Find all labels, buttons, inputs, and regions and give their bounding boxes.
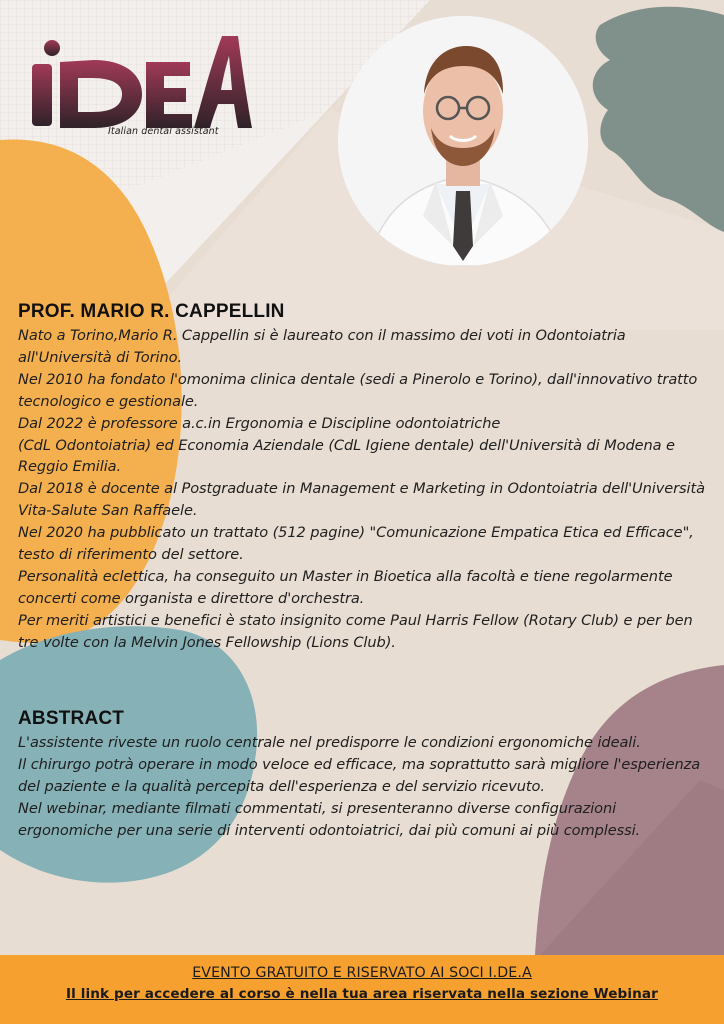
speaker-photo — [338, 16, 588, 266]
abstract-line: Il chirurgo potrà operare in modo veloce ed efficace, ma soprattutto sarà migliore l'esperienza del paziente e la qualità percepita dell'esperienza e del servizio ricevuto. — [18, 755, 701, 795]
bio-line: Per meriti artistici e benefici è stato insignito come Paul Harris Fellow (Rotary Club) e per ben tre volte con la Melvin Jones Fellowship (Lions Club). — [18, 611, 693, 651]
bio-line: Nato a Torino,Mario R. Cappellin si è laureato con il massimo dei voti in Odontoiatria all'Università di Torino. — [18, 327, 626, 366]
logo-i-dot — [44, 40, 60, 56]
abstract-line: L'assistente riveste un ruolo centrale nel predisporre le condizioni ergonomiche ideali. — [18, 734, 641, 751]
footer-event-line: EVENTO GRATUITO E RISERVATO AI SOCI I.DE.A — [192, 965, 532, 981]
bio-line: (CdL Odontoiatria) ed Economia Aziendale (CdL Igiene dentale) dell'Università di Modena e Reggio Emilia. — [18, 436, 675, 476]
logo-d — [60, 60, 142, 128]
footer-link-line[interactable]: Il link per accedere al corso è nella tua area riservata nella sezione Webinar — [66, 986, 658, 1002]
logo-a — [194, 36, 252, 128]
speaker-bio-section — [18, 301, 708, 654]
bio-line: Personalità eclettica, ha conseguito un Master in Bioetica alla facoltà e tiene regolarmente concerti come organista e direttore d'orchestra. — [18, 567, 673, 607]
footer-banner — [0, 955, 724, 1024]
logo-i-stem — [32, 64, 52, 126]
abstract-section — [18, 708, 708, 842]
speaker-bio-text — [18, 325, 708, 654]
bio-line: Nel 2010 ha fondato l'omonima clinica dentale (sedi a Pinerolo e Torino), dall'innovativo tratto tecnologico e gestionale. — [18, 370, 698, 410]
logo-e — [146, 62, 192, 128]
bio-line: Nel 2020 ha pubblicato un trattato (512 pagine) "Comunicazione Empatica Etica ed Efficace", testo di riferimento del settore. — [18, 524, 694, 564]
bio-line: Dal 2022 è professore a.c.in Ergonomia e Discipline odontoiatriche — [18, 414, 501, 432]
bio-line: Dal 2018 è docente al Postgraduate in Management e Marketing in Odontoiatria dell'Università Vita-Salute San Raffaele. — [18, 480, 705, 520]
abstract-text — [18, 732, 708, 842]
speaker-name: PROF. MARIO R. CAPPELLIN — [18, 301, 285, 322]
abstract-line: Nel webinar, mediante filmati commentati, si presenteranno diverse configurazioni ergonomiche per una serie di interventi odontoiatrici, dai più comuni ai più complessi. — [18, 799, 641, 839]
logo-tagline: Italian dental assistant — [108, 126, 219, 137]
abstract-heading: ABSTRACT — [18, 708, 125, 729]
